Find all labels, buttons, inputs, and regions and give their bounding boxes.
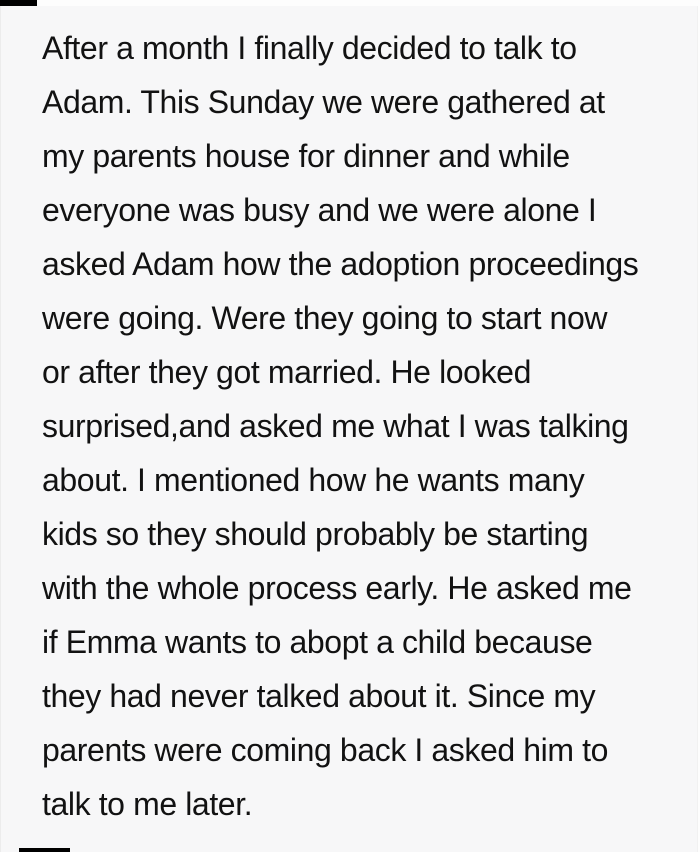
story-line: everyone was busy and we were alone I: [42, 192, 597, 228]
story-line: were going. Were they going to start now: [42, 300, 608, 336]
story-line: they had never talked about it. Since my: [42, 678, 596, 714]
story-line: kids so they should probably be starting: [42, 516, 589, 552]
story-text-panel: [0, 6, 698, 852]
story-line: or after they got married. He looked: [42, 354, 531, 390]
story-line: After a month I finally decided to talk to: [42, 30, 577, 66]
story-line: if Emma wants to abopt a child because: [42, 624, 593, 660]
top-seam-band: [0, 0, 700, 6]
story-line: Adam. This Sunday we were gathered at: [42, 84, 605, 120]
story-line: talk to me later.: [42, 786, 253, 822]
cropped-text-fragment-bottom: [19, 848, 70, 852]
cropped-text-fragment-top: [0, 0, 37, 6]
story-line: surprised,and asked me what I was talking: [42, 408, 629, 444]
story-line: my parents house for dinner and while: [42, 138, 570, 174]
story-line: with the whole process early. He asked me: [42, 570, 632, 606]
story-line: parents were coming back I asked him to: [42, 732, 609, 768]
story-line: about. I mentioned how he wants many: [42, 462, 585, 498]
story-line: asked Adam how the adoption proceedings: [42, 246, 639, 282]
story-paragraph: [1, 6, 697, 831]
